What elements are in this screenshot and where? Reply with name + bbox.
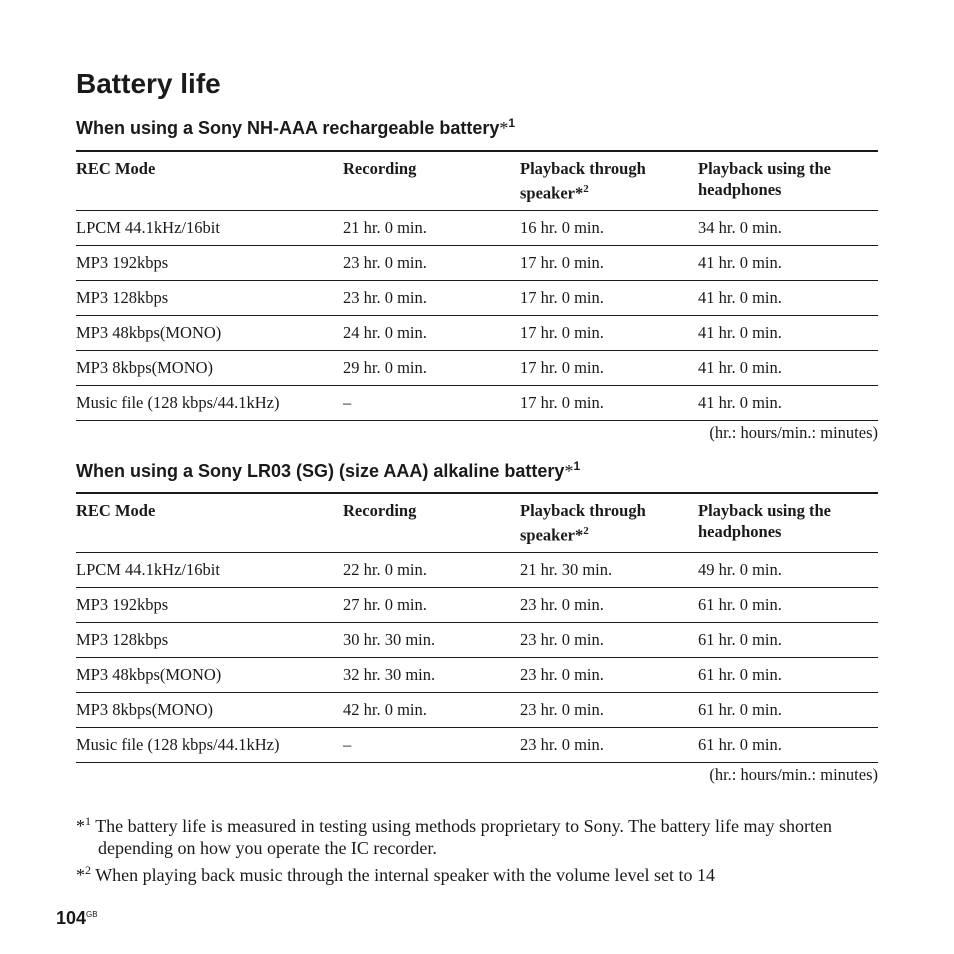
table-cell: 21 hr. 30 min. bbox=[520, 553, 698, 588]
table-cell: – bbox=[343, 386, 520, 421]
footnote-text: The battery life is measured in testing using methods proprietary to Sony. The battery life may shorten depending on how you operate the IC recorder. bbox=[95, 816, 833, 858]
table-cell: MP3 192kbps bbox=[76, 588, 343, 623]
column-header-text: Playback through speaker bbox=[520, 501, 646, 545]
table-cell: 17 hr. 0 min. bbox=[520, 351, 698, 386]
footnotes bbox=[76, 810, 876, 886]
table-row bbox=[76, 351, 878, 386]
footnote-ref: 2 bbox=[583, 525, 589, 537]
battery-table-nh-aaa bbox=[76, 150, 878, 421]
page-number-value: 104 bbox=[56, 908, 87, 928]
table-cell: 41 hr. 0 min. bbox=[698, 351, 878, 386]
footnote: *$^2$ When playing back music through the internal speaker with the volume level set to 14 bbox=[76, 863, 716, 885]
table-cell: MP3 48kbps(MONO) bbox=[76, 658, 343, 693]
column-header: Playback through speaker*$^2$ bbox=[520, 151, 698, 211]
footnote-ref: 1 bbox=[573, 459, 581, 473]
column-header: Recording bbox=[343, 493, 520, 553]
table-cell: 23 hr. 0 min. bbox=[520, 588, 698, 623]
table-cell: 23 hr. 0 min. bbox=[343, 246, 520, 281]
footnote-text: When playing back music through the internal speaker with the volume level set to 14 bbox=[95, 865, 716, 885]
column-header: Playback using the headphones bbox=[698, 151, 878, 211]
table-cell: 17 hr. 0 min. bbox=[520, 386, 698, 421]
table-cell: 21 hr. 0 min. bbox=[343, 211, 520, 246]
table-cell: 42 hr. 0 min. bbox=[343, 693, 520, 728]
table-cell: 17 hr. 0 min. bbox=[520, 281, 698, 316]
page-number-suffix: GB bbox=[86, 910, 98, 919]
table-cell: MP3 192kbps bbox=[76, 246, 343, 281]
table-cell: 23 hr. 0 min. bbox=[520, 623, 698, 658]
table-cell: 30 hr. 30 min. bbox=[343, 623, 520, 658]
table-row bbox=[76, 553, 878, 588]
footnote-mark: 2 bbox=[85, 863, 91, 877]
table-cell: 23 hr. 0 min. bbox=[343, 281, 520, 316]
units-note: (hr.: hours/min.: minutes) bbox=[709, 423, 878, 442]
column-header: Playback through speaker*$^2$ bbox=[520, 493, 698, 553]
column-header-text: Playback through speaker bbox=[520, 159, 646, 203]
table-cell: LPCM 44.1kHz/16bit bbox=[76, 553, 343, 588]
table-cell: 29 hr. 0 min. bbox=[343, 351, 520, 386]
table-cell: MP3 128kbps bbox=[76, 623, 343, 658]
table-row bbox=[76, 246, 878, 281]
table-cell: MP3 8kbps(MONO) bbox=[76, 693, 343, 728]
column-header: Recording bbox=[343, 151, 520, 211]
table-cell: 17 hr. 0 min. bbox=[520, 316, 698, 351]
table-cell: 24 hr. 0 min. bbox=[343, 316, 520, 351]
footnote-mark: 1 bbox=[85, 814, 91, 828]
table-cell: Music file (128 kbps/44.1kHz) bbox=[76, 386, 343, 421]
page-title: Battery life bbox=[76, 68, 221, 99]
table-cell: 41 hr. 0 min. bbox=[698, 316, 878, 351]
table-cell: – bbox=[343, 728, 520, 763]
table-cell: 22 hr. 0 min. bbox=[343, 553, 520, 588]
battery-table-lr03 bbox=[76, 492, 878, 763]
table-cell: 41 hr. 0 min. bbox=[698, 386, 878, 421]
units-note: (hr.: hours/min.: minutes) bbox=[709, 765, 878, 784]
table-cell: LPCM 44.1kHz/16bit bbox=[76, 211, 343, 246]
table-row bbox=[76, 588, 878, 623]
table-cell: MP3 48kbps(MONO) bbox=[76, 316, 343, 351]
page-number bbox=[56, 908, 98, 929]
table-header-row bbox=[76, 493, 878, 553]
table-row bbox=[76, 281, 878, 316]
table-cell: Music file (128 kbps/44.1kHz) bbox=[76, 728, 343, 763]
table-cell: 32 hr. 30 min. bbox=[343, 658, 520, 693]
section-heading-text: When using a Sony NH-AAA rechargeable battery bbox=[76, 118, 500, 138]
table-header-row bbox=[76, 151, 878, 211]
table-row bbox=[76, 623, 878, 658]
table-cell: 23 hr. 0 min. bbox=[520, 728, 698, 763]
section-heading-nh-aaa: When using a Sony NH-AAA rechargeable battery*$^1$ bbox=[76, 116, 516, 138]
table-cell: MP3 128kbps bbox=[76, 281, 343, 316]
table-cell: 61 hr. 0 min. bbox=[698, 623, 878, 658]
column-header: REC Mode bbox=[76, 151, 343, 211]
table-cell: 16 hr. 0 min. bbox=[520, 211, 698, 246]
section-heading-text: When using a Sony LR03 (SG) (size AAA) alkaline battery bbox=[76, 461, 565, 481]
table-cell: 61 hr. 0 min. bbox=[698, 588, 878, 623]
table-cell: MP3 8kbps(MONO) bbox=[76, 351, 343, 386]
table-cell: 61 hr. 0 min. bbox=[698, 693, 878, 728]
section-heading-lr03: When using a Sony LR03 (SG) (size AAA) alkaline battery*$^1$ bbox=[76, 459, 581, 481]
table-cell: 61 hr. 0 min. bbox=[698, 658, 878, 693]
table-cell: 27 hr. 0 min. bbox=[343, 588, 520, 623]
table-row bbox=[76, 316, 878, 351]
table-row bbox=[76, 658, 878, 693]
table-cell: 41 hr. 0 min. bbox=[698, 246, 878, 281]
table-cell: 49 hr. 0 min. bbox=[698, 553, 878, 588]
footnote: *$^1$ The battery life is measured in testing using methods proprietary to Sony. The battery life may shorten depending on how you operate the IC recorder. bbox=[76, 814, 833, 858]
table-row bbox=[76, 728, 878, 763]
table-cell: 23 hr. 0 min. bbox=[520, 693, 698, 728]
table-cell: 41 hr. 0 min. bbox=[698, 281, 878, 316]
table-cell: 23 hr. 0 min. bbox=[520, 658, 698, 693]
footnote-ref: 2 bbox=[583, 183, 589, 195]
table-cell: 17 hr. 0 min. bbox=[520, 246, 698, 281]
table-row bbox=[76, 211, 878, 246]
table-row bbox=[76, 386, 878, 421]
table-cell: 61 hr. 0 min. bbox=[698, 728, 878, 763]
table-cell: 34 hr. 0 min. bbox=[698, 211, 878, 246]
footnote-ref: 1 bbox=[508, 116, 516, 130]
column-header: Playback using the headphones bbox=[698, 493, 878, 553]
table-row bbox=[76, 693, 878, 728]
column-header: REC Mode bbox=[76, 493, 343, 553]
